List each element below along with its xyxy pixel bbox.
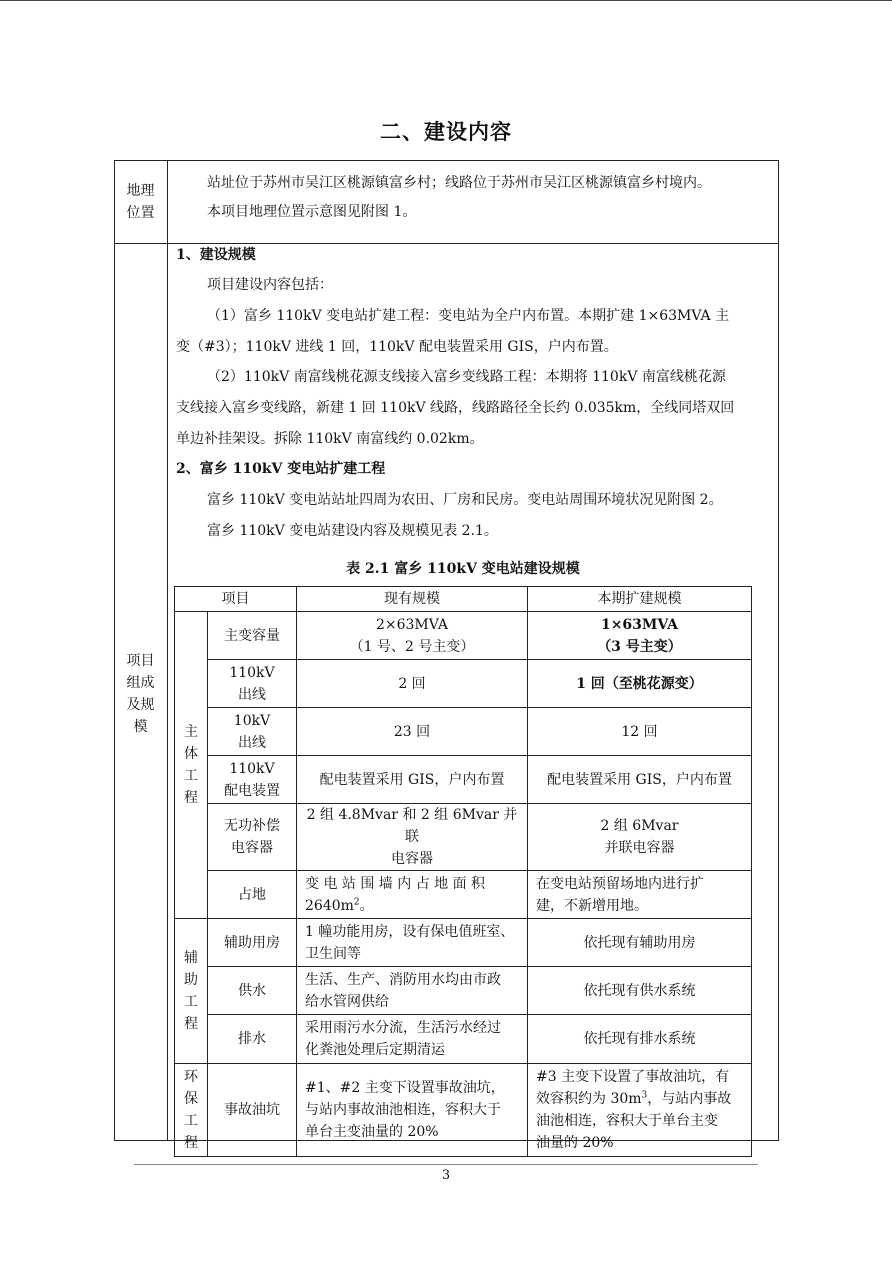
item2-line2: 支线接入富乡变线路，新建 1 回 110kV 线路，线路路径全长约 0.035km，全线同塔双回 (176, 400, 735, 416)
section-heading-2: 2、富乡 110kV 变电站扩建工程 (176, 461, 386, 477)
header-item: 项目 (175, 587, 297, 612)
location-text-2: 本项目地理位置示意图见附图 1。 (207, 204, 417, 220)
header-new: 本期扩建规模 (528, 587, 752, 612)
table-header-row (175, 587, 752, 612)
table-reference-text: 富乡 110kV 变电站建设内容及规模见表 2.1。 (207, 523, 498, 539)
surroundings-text: 富乡 110kV 变电站站址四周为农田、厂房和民房。变电站周围环境状况见附图 2。 (207, 492, 723, 508)
row-new: 2 组 6Mvar 并联电容器 (528, 804, 752, 871)
row-existing: 2×63MVA （1 号、2 号主变） (297, 612, 528, 660)
row-new: 依托现有排水系统 (528, 1015, 752, 1064)
row-existing: #1、#2 主变下设置事故油坑， 与站内事故油池相连，容积大于 单台主变油量的 20% (297, 1064, 528, 1157)
row-item: 无功补偿 电容器 (208, 804, 297, 871)
top-border-line (0, 0, 892, 1)
project-intro: 项目建设内容包括： (207, 277, 333, 293)
row-existing: 配电装置采用 GIS，户内布置 (297, 756, 528, 804)
row-item: 110kV 配电装置 (208, 756, 297, 804)
section-heading-1: 1、建设规模 (176, 247, 256, 263)
table-row (175, 871, 752, 919)
row-item: 110kV 出线 (208, 660, 297, 708)
category-auxiliary-works: 辅 助 工 程 (175, 919, 208, 1064)
project-label: 项目 组成 及规 模 (126, 653, 155, 735)
row-new: 在变电站预留场地内进行扩 建，不新增用地。 (528, 871, 752, 919)
row-new: 12 回 (528, 708, 752, 756)
row-existing: 生活、生产、消防用水均由市政 给水管网供给 (297, 967, 528, 1015)
table-row (175, 756, 752, 804)
location-label: 地理 位置 (126, 183, 155, 221)
row-existing: 1 幢功能用房，设有保电值班室、 卫生间等 (297, 919, 528, 967)
row-existing: 采用雨污水分流，生活污水经过 化粪池处理后定期清运 (297, 1015, 528, 1064)
row-new: #3 主变下设置了事故油坑，有 效容积约为 $30m^3$，与站内事故 油池相连，容积大于单台主变 油量的 20% (528, 1064, 752, 1157)
page-title: 二、建设内容 (380, 120, 512, 144)
construction-scale-table (174, 586, 752, 1157)
row-new: 依托现有供水系统 (528, 967, 752, 1015)
row-item: 供水 (208, 967, 297, 1015)
location-text-1: 站址位于苏州市吴江区桃源镇富乡村；线路位于苏州市吴江区桃源镇富乡村境内。 (207, 175, 711, 191)
table-row (175, 660, 752, 708)
row-item: 排水 (208, 1015, 297, 1064)
header-existing: 现有规模 (297, 587, 528, 612)
page-number: 3 (441, 1168, 451, 1183)
category-environmental-works: 环 保 工 程 (175, 1064, 208, 1157)
table-row (175, 612, 752, 660)
label-column-divider (167, 160, 168, 1141)
row-item: 事故油坑 (208, 1064, 297, 1157)
row-new: 1 回（至桃花源变） (528, 660, 752, 708)
table-row (175, 708, 752, 756)
table-row (175, 1064, 752, 1157)
row-existing: 23 回 (297, 708, 528, 756)
row-new: 配电装置采用 GIS，户内布置 (528, 756, 752, 804)
row-new: 依托现有辅助用房 (528, 919, 752, 967)
item1-line2: 变（#3）；110kV 进线 1 回，110kV 配电装置采用 GIS，户内布置。 (176, 339, 618, 355)
footer-rule (134, 1164, 758, 1165)
table-row (175, 1015, 752, 1064)
table-caption: 表 2.1 富乡 110kV 变电站建设规模 (346, 561, 580, 577)
row-existing: 2 组 4.8Mvar 和 2 组 6Mvar 并联 电容器 (297, 804, 528, 871)
row-existing: 2 回 (297, 660, 528, 708)
row-new: 1×63MVA （3 号主变） (528, 612, 752, 660)
table-row (175, 919, 752, 967)
item1-line1: （1）富乡 110kV 变电站扩建工程：变电站为全户内布置。本期扩建 1×63MVA 主 (207, 308, 730, 324)
row-item: 10kV 出线 (208, 708, 297, 756)
row-item: 占地 (208, 871, 297, 919)
row-item: 辅助用房 (208, 919, 297, 967)
item2-line1: （2）110kV 南富线桃花源支线接入富乡变线路工程：本期将 110kV 南富线桃花源 (207, 369, 726, 385)
row-existing: 变 电 站 围 墙 内 占 地 面 积 $2640m^2$。 (297, 871, 528, 919)
item2-line3: 单边补挂架设。拆除 110kV 南富线约 0.02km。 (176, 431, 484, 447)
row-item: 主变容量 (208, 612, 297, 660)
category-main-works: 主 体 工 程 (175, 612, 208, 919)
table-row (175, 804, 752, 871)
table-row (175, 967, 752, 1015)
